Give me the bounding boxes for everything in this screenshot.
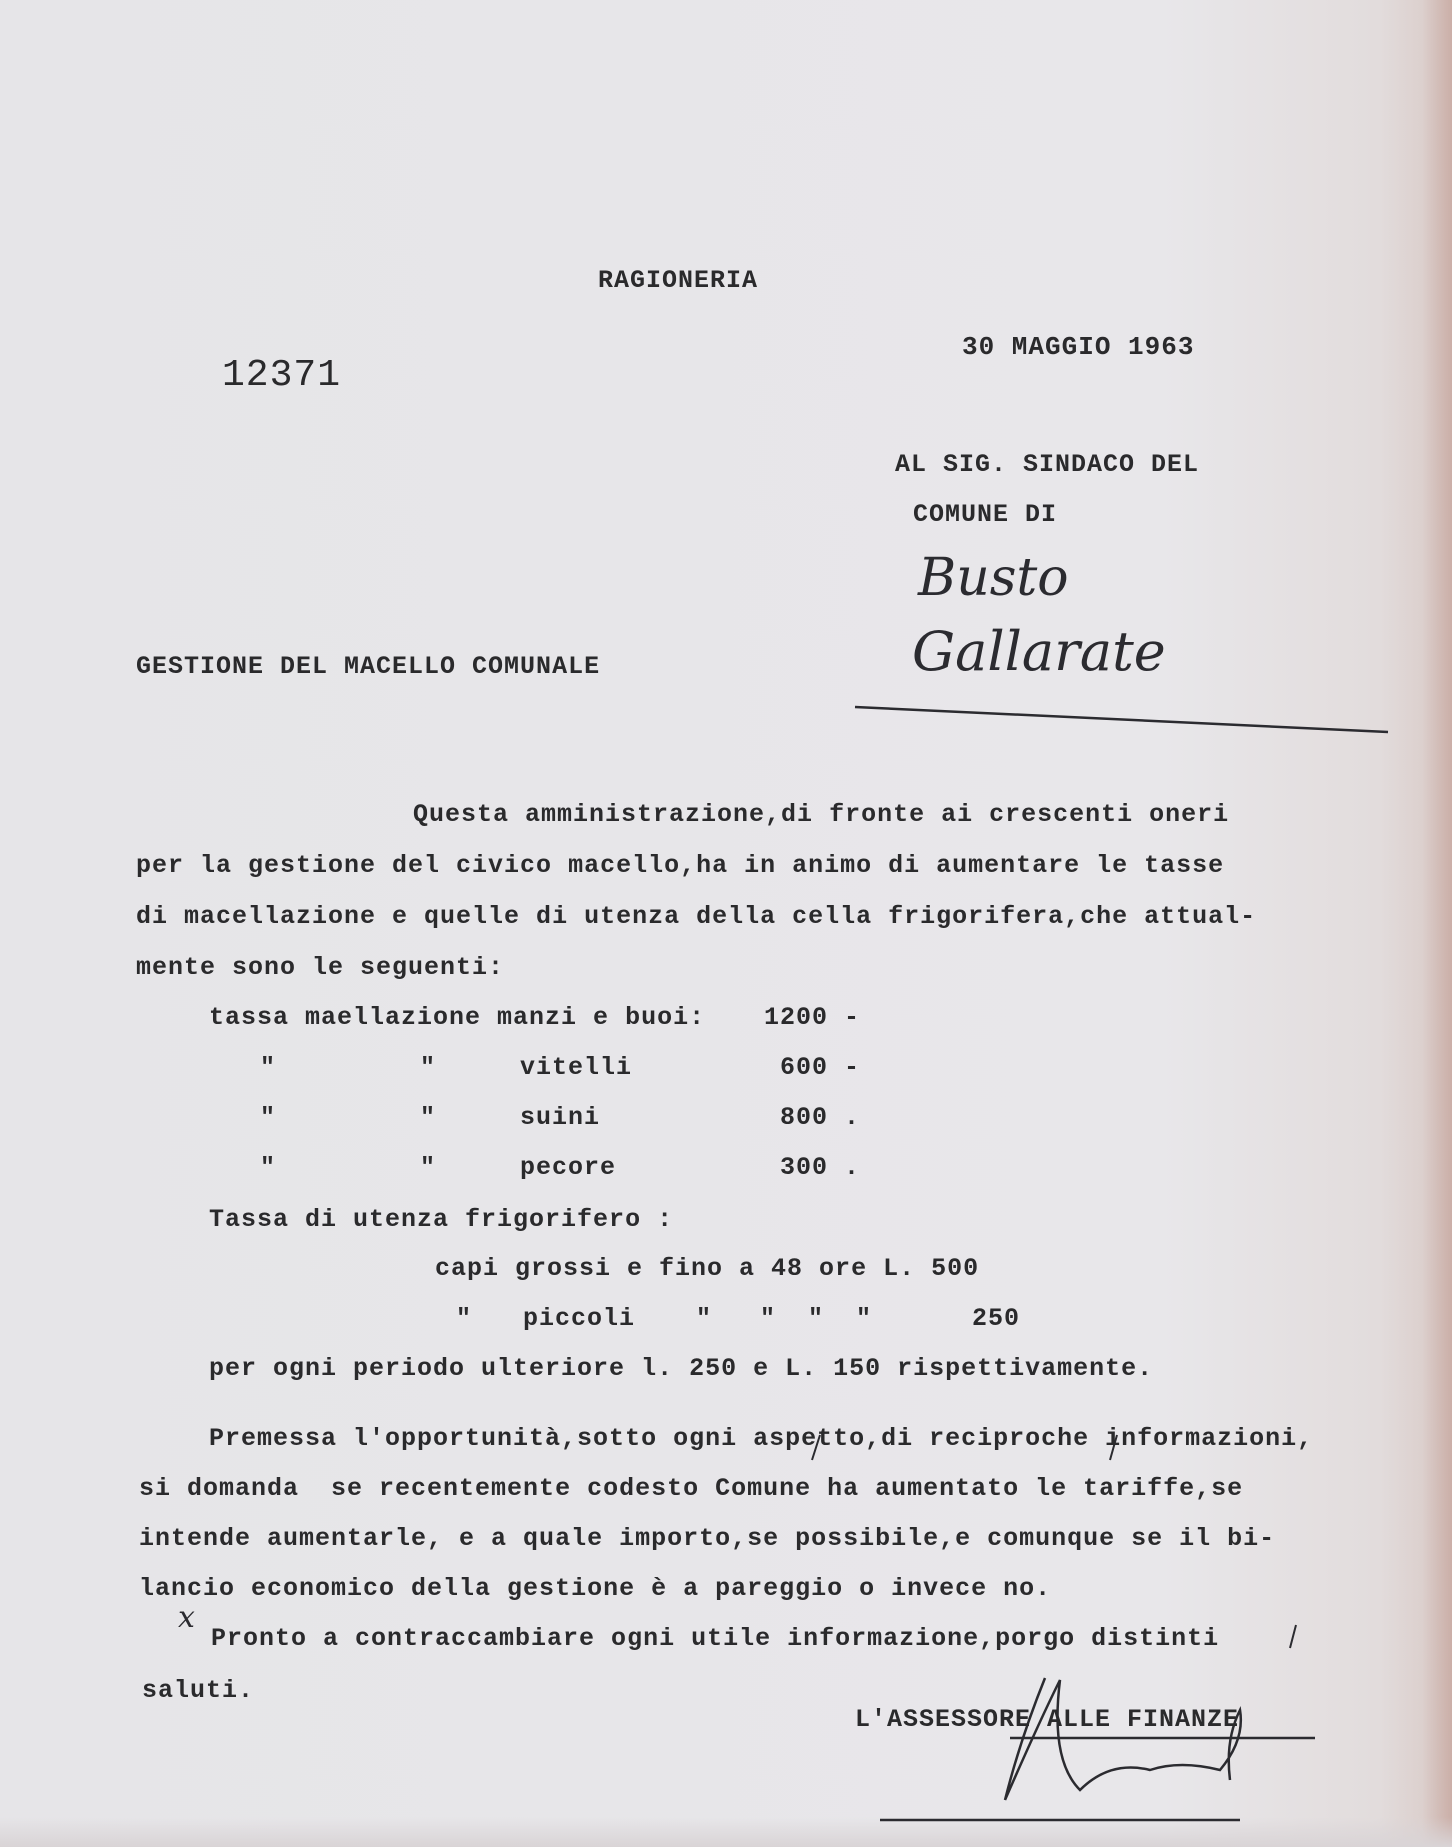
body-p2-line-2: si domanda se recentemente codesto Comune ha aumentato le tariffe,se (139, 1474, 1244, 1503)
handwritten-city-2: Gallarate (912, 620, 1166, 683)
fridge-heading: Tassa di utenza frigorifero : (209, 1205, 674, 1234)
fridge-line-2-ditto: " (456, 1304, 473, 1333)
tax-row-ditto: " " (260, 1053, 437, 1082)
subject-line: GESTIONE DEL MACELLO COMUNALE (136, 652, 601, 681)
tax-row-label: tassa maellazione manzi e buoi: (209, 1003, 706, 1032)
fridge-line-2-dittos: " " " " (696, 1304, 873, 1333)
fridge-line-2-amount: 250 (972, 1304, 1021, 1333)
tax-row-ditto: " " (260, 1153, 437, 1182)
body-p3-line-1: Pronto a contraccambiare ogni utile informazione,porgo distinti (211, 1624, 1220, 1653)
handwritten-city-1: Busto (918, 548, 1069, 608)
office-heading: RAGIONERIA (598, 266, 759, 295)
recipient-underline (855, 707, 1388, 732)
body-p3-line-2: saluti. (142, 1676, 255, 1705)
tax-row-amount: 600 - (780, 1053, 861, 1082)
fridge-line-3: per ogni periodo ulteriore l. 250 e L. 150 rispettivamente. (209, 1354, 1154, 1383)
tax-row-animal: pecore (520, 1153, 617, 1182)
tax-row-amount: 1200 - (764, 1003, 861, 1032)
signature-underline (880, 1738, 1315, 1820)
tax-row-amount: 300 . (780, 1153, 861, 1182)
recipient-line-2: COMUNE DI (913, 500, 1058, 529)
recipient-line-1: AL SIG. SINDACO DEL (895, 450, 1200, 479)
fridge-line-2-label: piccoli (523, 1304, 636, 1333)
signature-title: L'ASSESSORE ALLE FINANZE (855, 1705, 1240, 1734)
fridge-line-1: capi grossi e fino a 48 ore L. 500 (435, 1254, 980, 1283)
protocol-number: 12371 (222, 354, 342, 397)
body-p1-line-4: mente sono le seguenti: (136, 953, 505, 982)
body-p1-line-2: per la gestione del civico macello,ha in animo di aumentare le tasse (136, 851, 1225, 880)
tax-row-ditto: " " (260, 1103, 437, 1132)
body-p2-line-4: lancio economico della gestione è a pareggio o invece no. (139, 1574, 1052, 1603)
tax-row-amount: 800 . (780, 1103, 861, 1132)
tax-row-animal: suini (520, 1103, 601, 1132)
body-p2-line-1: Premessa l'opportunità,sotto ogni aspetto,di reciproche informazioni, (209, 1424, 1314, 1453)
handwritten-x-mark: x (178, 1600, 195, 1635)
body-p1-line-1: Questa amministrazione,di fronte ai crescenti oneri (413, 800, 1230, 829)
letter-date: 30 MAGGIO 1963 (962, 332, 1195, 362)
tax-row-animal: vitelli (520, 1053, 633, 1082)
body-p1-line-3: di macellazione e quelle di utenza della cella frigorifera,che attual- (136, 902, 1257, 931)
body-p2-line-3: intende aumentarle, e a quale importo,se possibile,e comunque se il bi- (139, 1524, 1276, 1553)
